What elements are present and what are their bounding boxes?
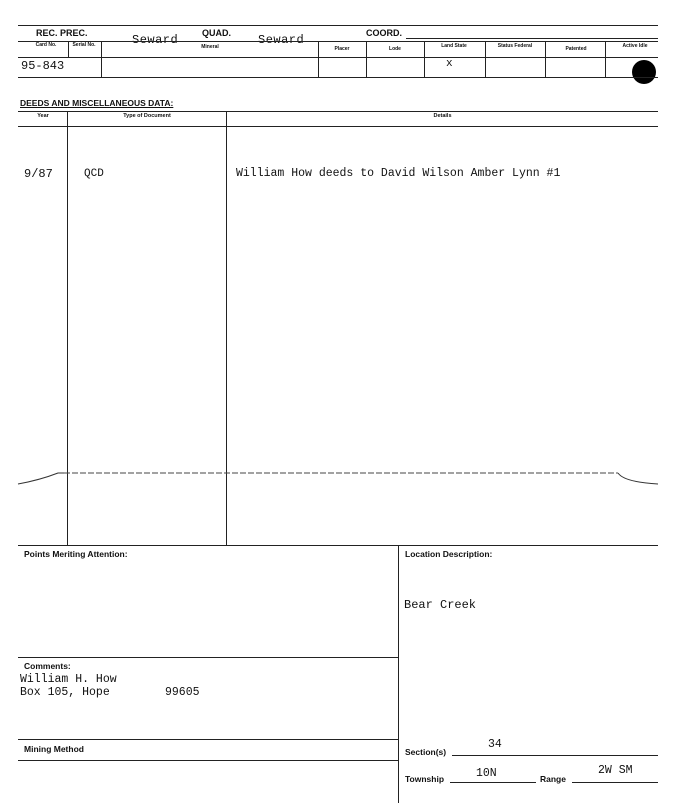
- township-line: [450, 782, 536, 783]
- range-line: [572, 782, 658, 783]
- comments-zip: 99605: [165, 686, 200, 699]
- mining-label: Mining Method: [24, 744, 84, 754]
- deed-year: 9/87: [24, 167, 53, 181]
- hole-punch-mark: [632, 60, 656, 84]
- col-patented: Patented: [565, 46, 587, 52]
- col-type: Type of Document: [123, 113, 171, 119]
- coord-line: [406, 38, 658, 39]
- section-line: [452, 755, 658, 756]
- location-value: Bear Creek: [404, 598, 477, 612]
- div-active: [605, 41, 606, 77]
- rec-prec-value: Seward: [132, 33, 179, 47]
- deeds-top-rule: [18, 111, 658, 112]
- comments-line2: Box 105, Hope: [20, 686, 110, 699]
- lower-divider: [398, 545, 399, 803]
- deed-type: QCD: [84, 168, 104, 180]
- col-active-idle: Active Idle: [622, 43, 648, 49]
- quad-value: Seward: [258, 33, 305, 47]
- div-serial-top: [68, 41, 69, 57]
- comments-line1: William H. How: [20, 673, 117, 686]
- comments-top-rule: [18, 657, 398, 658]
- coord-label: COORD.: [366, 28, 402, 38]
- col-lode: Lode: [389, 46, 401, 52]
- div-lode: [366, 41, 367, 77]
- col-placer: Placer: [334, 46, 350, 52]
- col-card-no: Card No.: [35, 42, 57, 48]
- div-status: [485, 41, 486, 77]
- div-placer: [318, 41, 319, 77]
- deeds-bottom-rule: [18, 545, 658, 546]
- div-mineral: [101, 41, 102, 77]
- col-details: Details: [433, 113, 452, 119]
- col-land-state: Land State: [441, 43, 467, 49]
- mining-top-rule: [18, 739, 398, 740]
- header-bottom-rule: [18, 77, 658, 78]
- col-year: Year: [37, 113, 49, 119]
- range-value: 2W SM: [598, 764, 633, 777]
- comments-label: Comments:: [24, 661, 71, 671]
- rec-prec-label: REC. PREC.: [36, 28, 88, 38]
- card-no-value: 95-843: [21, 59, 65, 73]
- header-rule-3: [18, 57, 658, 58]
- points-label: Points Meriting Attention:: [24, 549, 128, 559]
- mining-bottom-rule: [18, 760, 398, 761]
- land-state-mark: x: [446, 58, 453, 70]
- div-patented: [545, 41, 546, 77]
- deeds-title: DEEDS AND MISCELLANEOUS DATA:: [20, 98, 174, 108]
- col-mineral: Mineral: [201, 44, 219, 50]
- section-label: Section(s): [405, 747, 447, 757]
- col-status-federal: Status Federal: [497, 43, 533, 49]
- page-fold-line: [0, 464, 678, 494]
- deed-details: William How deeds to David Wilson Amber Lynn #1: [236, 167, 561, 180]
- div-land: [424, 41, 425, 77]
- quad-label: QUAD.: [202, 28, 231, 38]
- header-top-rule: [18, 25, 658, 26]
- township-label: Township: [405, 774, 445, 784]
- location-label: Location Description:: [405, 549, 493, 559]
- section-value: 34: [488, 738, 502, 751]
- range-label: Range: [540, 774, 566, 784]
- col-serial-no: Serial No.: [72, 42, 96, 48]
- header-rule-2: [18, 41, 658, 42]
- deeds-header-rule: [18, 126, 658, 127]
- township-value: 10N: [476, 767, 497, 780]
